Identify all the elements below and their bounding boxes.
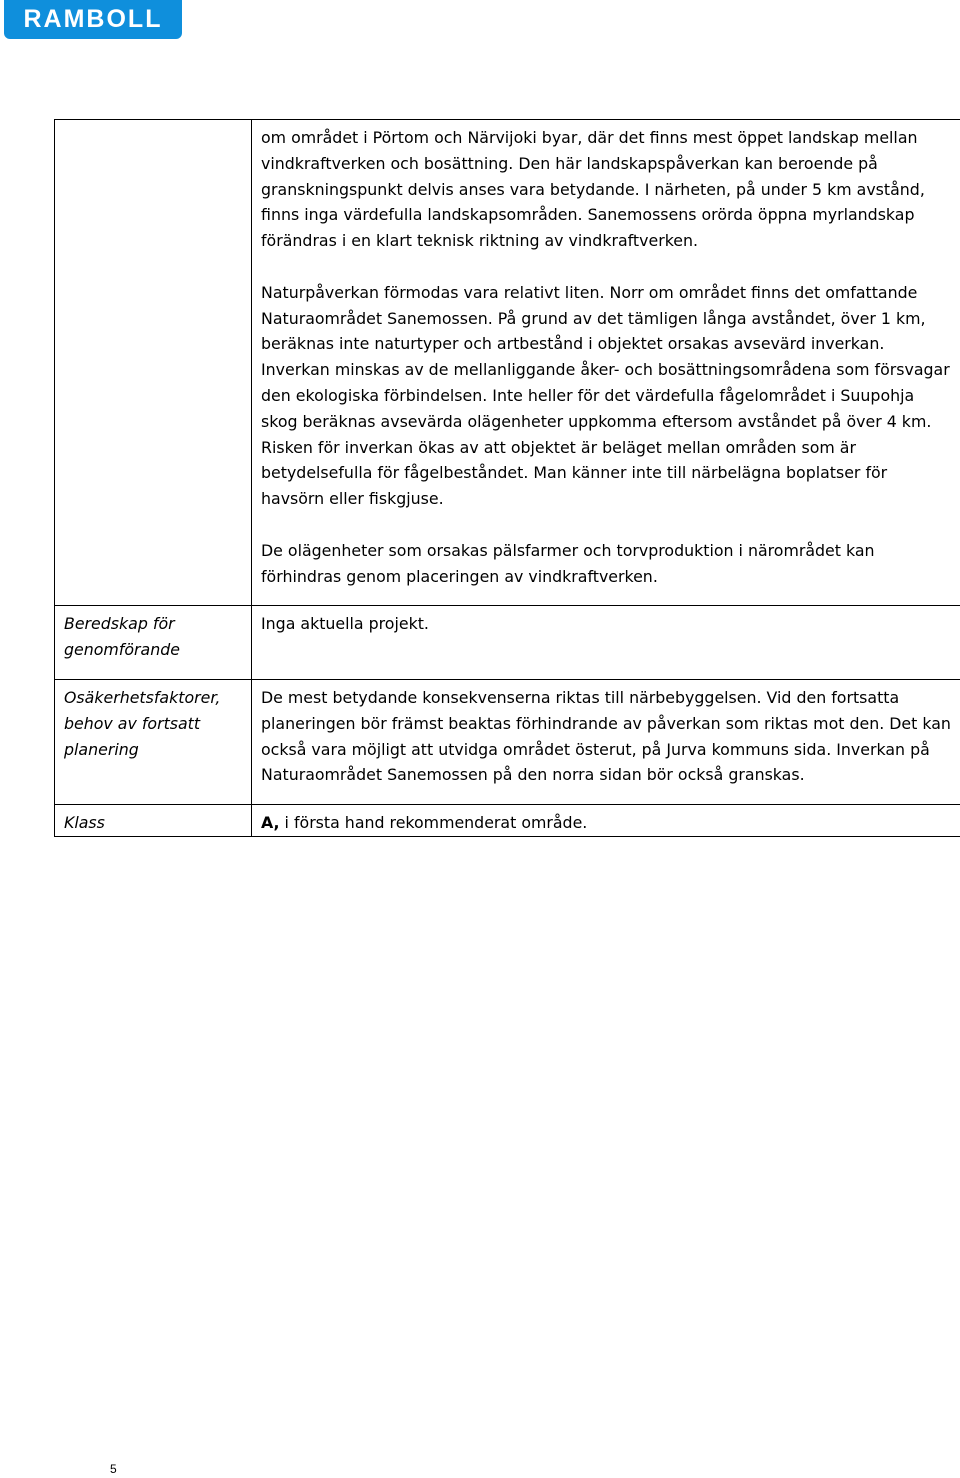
ramboll-logo — [4, 0, 182, 39]
table-row-uncertainty — [55, 679, 960, 804]
row-label-class: Klass — [55, 805, 252, 837]
table-row-class — [55, 805, 960, 837]
paragraph-nature: Naturpåverkan förmodas vara relativt liten. Norr om området finns det omfattande Naturaområdet Sanemossen. På grund av det tämligen långa avståndet, över 1 km, beräknas inte naturtyper och artbestånd i objektet orsakas avsevärd inverkan. Inverkan minskas av de mellanliggande åker- och bosättningsområdena som försvagar den ekologiska förbindelsen. Inte heller för det värdefulla fågelområdet i Suupohja skog beräknas avsevärda olägenheter uppkomma eftersom avståndet på över 4 km. Risken för inverkan ökas av att objektet är beläget mellan områden som är betydelsefulla för fågelbeståndet. Man känner inte till närbelägna boplatser för havsörn eller fiskgjuse. — [261, 282, 950, 509]
row-label-readiness: Beredskap för genomförande — [55, 606, 252, 680]
class-value: A, — [261, 813, 280, 833]
row-content-uncertainty — [252, 679, 960, 804]
paragraph-uncertainty: De mest betydande konsekvenserna riktas till närbebyggelsen. Vid den fortsatta planeringen bör främst beaktas förhindrande av påverkan som riktas mot den. Det kan också vara möjligt att utvidga området österut, på Jurva kommuns sida. Inverkan på Naturaområdet Sanemossen på den norra sidan bör också granskas. — [261, 687, 951, 785]
assessment-table — [54, 119, 960, 837]
table-row-continuation — [55, 120, 960, 606]
row-label-uncertainty: Osäkerhetsfaktorer, behov av fortsatt planering — [55, 679, 252, 804]
paragraph-readiness: Inga aktuella projekt. — [261, 614, 429, 634]
paragraph-farms: De olägenheter som orsakas pälsfarmer och torvproduktion i närområdet kan förhindras genom placeringen av vindkraftverken. — [261, 540, 875, 586]
table-row-readiness — [55, 606, 960, 680]
row-label-empty — [55, 120, 252, 606]
row-content-impacts — [252, 120, 960, 606]
logo-text: RAMBOLL — [23, 5, 163, 33]
class-description: i första hand rekommenderat område. — [279, 813, 588, 833]
paragraph-landscape: om området i Pörtom och Närvijoki byar, där det finns mest öppet landskap mellan vindkraftverken och bosättning. Den här landskapspåverkan kan beroende på granskningspunkt delvis anses vara betydande. I närheten, på under 5 km avstånd, finns inga värdefulla landskapsområden. Sanemossens orörda öppna myrlandskap förändras i en klart teknisk riktning av vindkraftverken. — [261, 128, 925, 251]
page-number: 5 — [110, 1462, 117, 1476]
row-content-readiness — [252, 606, 960, 680]
row-content-class — [252, 805, 960, 837]
